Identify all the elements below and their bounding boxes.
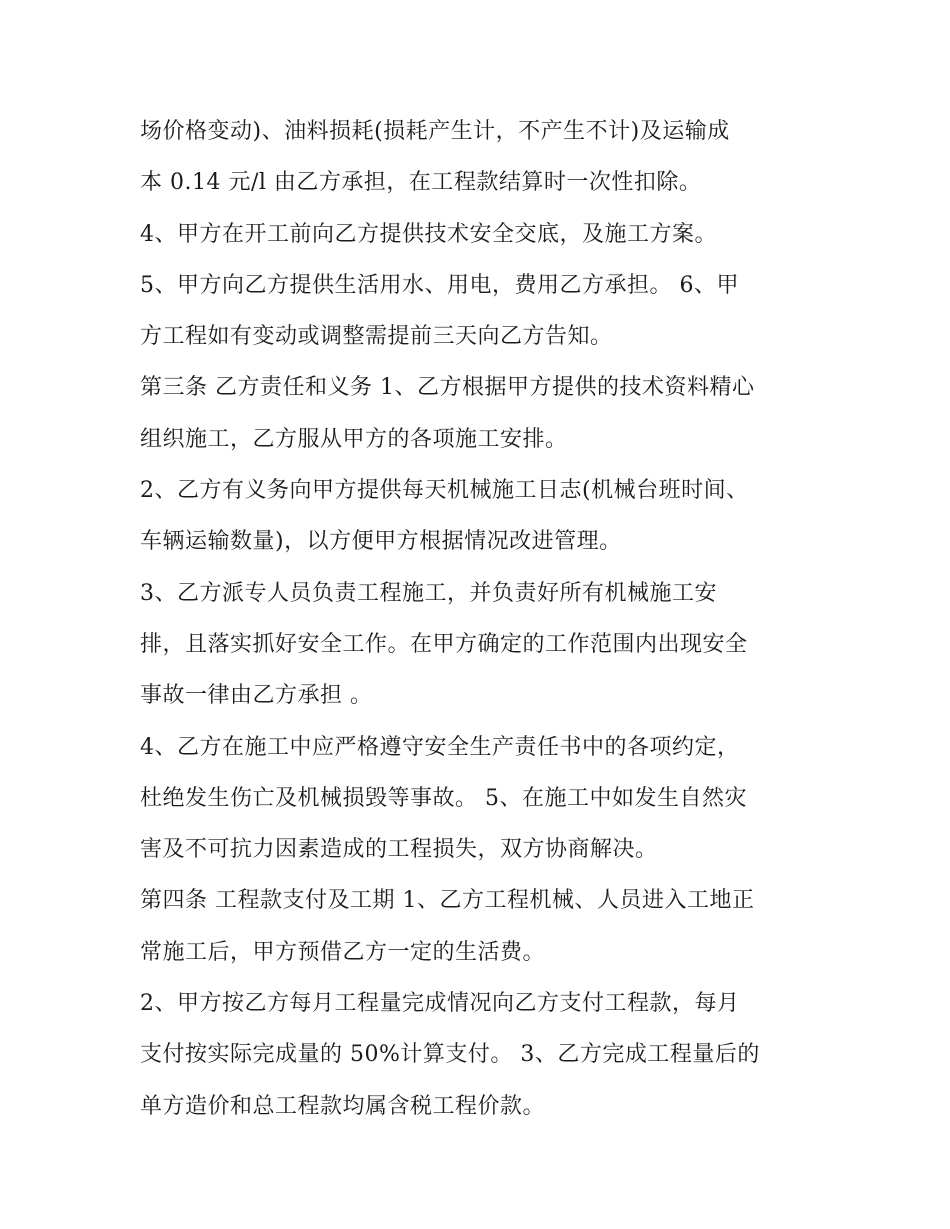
section-three-heading-line: 第三条 乙方责任和义务 1、乙方根据甲方提供的技术资料精心 [140,375,755,401]
text-line: 事故一律由乙方承担 。 [140,683,373,709]
text-line: 4、甲方在开工前向乙方提供技术安全交底，及施工方案。 [140,221,717,247]
text-line: 车辆运输数量)，以方便甲方根据情况改进管理。 [140,529,622,555]
text-line: 4、乙方在施工中应严格遵守安全生产责任书中的各项约定， [140,734,740,760]
section-four-heading-line: 第四条 工程款支付及工期 1、乙方工程机械、人员进入工地正 [140,888,755,914]
text-line: 场价格变动)、油料损耗(损耗产生计，不产生不计)及运输成 [140,119,730,144]
text-line: 3、乙方派专人员负责工程施工，并负责好所有机械施工安 [140,580,717,606]
contract-body [140,106,820,1132]
text-line: 2、乙方有义务向甲方提供每天机械施工日志(机械台班时间、 [140,478,749,504]
text-line: 单方造价和总工程款均属含税工程价款。 [140,1093,546,1119]
text-line: 常施工后，甲方预借乙方一定的生活费。 [140,939,546,965]
text-line: 方工程如有变动或调整需提前三天向乙方告知。 [140,324,613,350]
text-line: 5、甲方向乙方提供生活用水、用电，费用乙方承担。 6、甲 [140,272,739,298]
text-line: 支付按实际完成量的 50%计算支付。 3、乙方完成工程量后的 [140,1042,760,1068]
text-line: 组织施工，乙方服从甲方的各项施工安排。 [140,426,568,452]
text-line: 本 0.14 元/l 由乙方承担，在工程款结算时一次性扣除。 [140,170,702,196]
text-line: 害及不可抗力因素造成的工程损失，双方协商解决。 [140,837,658,863]
text-line: 排，且落实抓好安全工作。在甲方确定的工作范围内出现安全 [140,631,748,657]
text-line: 杜绝发生伤亡及机械损毁等事故。 5、在施工中如发生自然灾 [140,785,747,811]
text-line: 2、甲方按乙方每月工程量完成情况向乙方支付工程款，每月 [140,991,740,1017]
